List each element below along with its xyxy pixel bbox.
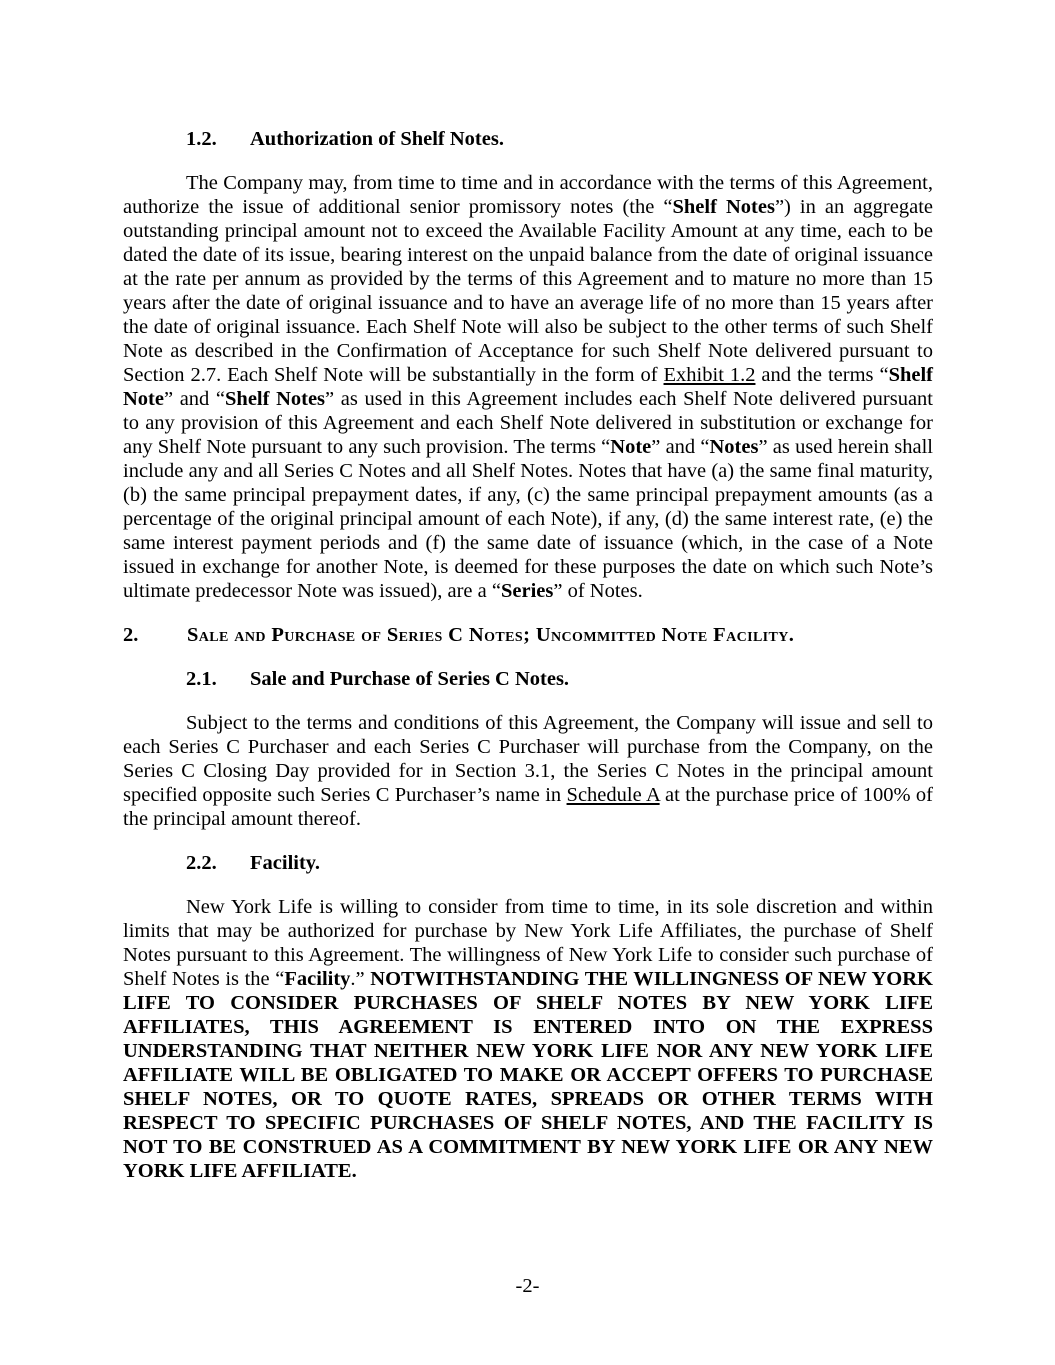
text-run: Series	[500, 580, 554, 602]
section-heading	[123, 667, 933, 691]
text-run: ”) in an aggregate outstanding principal amount not to exceed the Available Facility Amount at any time, each to be dated the date of its issue, bearing interest on the unpaid balance from the date of original issuance at the rate per annum as provided by the terms of this Agreement and to mature no more than 15 years after the date of original issuance and to have an average life of no more than 15 years after the date of original issuance. Each Shelf Note will also be subject to the other terms of such Shelf Note as described in the Confirmation of Acceptance for such Shelf Note delivered pursuant to Section 2.7. Each Shelf Note will be substantially in the form of	[123, 196, 933, 386]
text-run: Facility	[284, 968, 351, 990]
text-run: Facility.	[250, 852, 321, 874]
section-heading	[123, 127, 933, 151]
text-run: The Company may, from time to time and in accordance with the terms of this Agreement, authorize the issue of additional senior promissory notes (the “	[123, 172, 933, 218]
paragraph	[123, 171, 933, 603]
text-run: New York Life is willing to consider from time to time, in its sole discretion and within limits that may be authorized for purchase by New York Life Affiliates, the purchase of Shelf Notes pursuant to this Agreement. The willingness of New York Life to consider such purchase of Shelf Notes is the “	[123, 896, 933, 990]
text-run: ” as used herein shall include any and all Series C Notes and all Shelf Notes. Notes that have (a) the same final maturity, (b) the same principal prepayment dates, if any, (c) the same principal prepayment amounts (as a percentage of the original principal amount of each Note), if any, (d) the same interest rate, (e) the same interest payment periods and (f) the same date of issuance (which, in the case of a Note issued in exchange for another Note, is deemed for these purposes the date on which such Note’s ultimate predecessor Note was issued), are a “	[123, 436, 934, 602]
cross-reference: Exhibit 1.2	[663, 364, 756, 386]
text-run: Sale and Purchase of Series C Notes.	[250, 668, 570, 690]
document-content	[123, 0, 933, 1203]
section-number: 1.2.	[186, 128, 217, 150]
text-run: ” and “	[163, 388, 226, 410]
cross-reference: Schedule A	[566, 784, 660, 806]
section-number: 2.2.	[186, 852, 217, 874]
text-run: Shelf Notes	[225, 388, 326, 410]
section-heading	[123, 623, 933, 647]
text-run: Sale and Purchase of Series C Notes; Uncommitted Note Facility.	[187, 624, 795, 646]
section-number: 2.1.	[186, 668, 217, 690]
text-run: and the terms “	[755, 364, 889, 386]
paragraph	[123, 711, 933, 831]
text-run: ” as used in this Agreement includes each Shelf Note delivered pursuant to any provision of this Agreement and each Shelf Note delivered in substitution or exchange for any Shelf Note pursuant to any such provision. The terms “	[123, 388, 933, 458]
text-run: Subject to the terms and conditions of this Agreement, the Company will issue and sell to each Series C Purchaser and each Series C Purchaser will purchase from the Company, on the Series C Closing Day provided for in Section 3.1, the Series C Notes in the principal amount specified opposite such Series C Purchaser’s name in	[123, 712, 933, 806]
section-heading	[123, 851, 933, 875]
text-run: ” of Notes.	[553, 580, 643, 602]
text-run: Shelf Notes	[672, 196, 775, 218]
text-run: NOTWITHSTANDING THE WILLINGNESS OF NEW YORK LIFE TO CONSIDER PURCHASES OF SHELF NOTES BY NEW YORK LIFE AFFILIATES, THIS AGREEMENT IS ENTERED INTO ON THE EXPRESS UNDERSTANDING THAT NEITHER NEW YORK LIFE NOR ANY NEW YORK LIFE AFFILIATE WILL BE OBLIGATED TO MAKE OR ACCEPT OFFERS TO PURCHASE SHELF NOTES, OR TO QUOTE RATES, SPREADS OR OTHER TERMS WITH RESPECT TO SPECIFIC PURCHASES OF SHELF NOTES, AND THE FACILITY IS NOT TO BE CONSTRUED AS A COMMITMENT BY NEW YORK LIFE OR ANY NEW YORK LIFE AFFILIATE.	[123, 968, 933, 1182]
text-run: at the purchase price of 100% of the principal amount thereof.	[123, 784, 933, 830]
section-number: 2.	[123, 624, 139, 646]
text-run: Notes	[709, 436, 759, 458]
paragraph	[123, 895, 933, 1183]
text-run: ” and “	[651, 436, 710, 458]
page-number: -2-	[515, 1275, 540, 1297]
text-run: Authorization of Shelf Notes.	[250, 128, 504, 150]
text-run: .”	[350, 968, 371, 990]
text-run: Note	[610, 436, 652, 458]
text-run: Shelf Note	[123, 364, 933, 410]
